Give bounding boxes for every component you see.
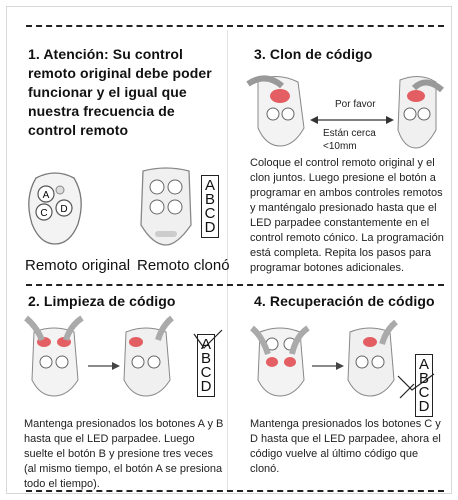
section-3-title: 3. Clon de código (254, 46, 373, 62)
check-mark-s4 (396, 372, 436, 406)
cloned-remote-image (137, 165, 195, 247)
letter-card-s1: A B C D (201, 175, 219, 238)
section-2-title: 2. Limpieza de código (28, 293, 176, 309)
caption-original-remote: Remoto original (25, 257, 131, 274)
label-distance: <10mm (323, 141, 357, 152)
section-2-body: Mantenga presionados los botones A y B hasta que el LED parpadee. Luego suelte el botón B y presione tres veces (al mismo tiempo, el botón A se presiona todo el tiempo). (24, 418, 224, 490)
original-remote-image (20, 168, 90, 248)
middle-dashed-divider (26, 284, 444, 286)
section-3-body: Coloque el control remoto original y el clon juntos. Luego presione el botón a programar en ambos controles remotos y manténgalo presionado hasta que el LED parpadee constantemente en el control remoto cónico. La programación está completa. Repita los pasos para programar botones adicionales. (250, 157, 444, 274)
label-near: Están cerca (323, 128, 376, 139)
button-a-label: A (42, 190, 50, 201)
check-mark-s2 (192, 328, 224, 352)
label-please: Por favor (335, 99, 376, 110)
section-4-title: 4. Recuperación de código (254, 293, 435, 309)
section-4-body: Mantenga presionados los botones C y D hasta que el LED parpadee, ahora el código vuelve al último código que clonó. (250, 418, 441, 475)
top-dashed-divider (26, 25, 444, 27)
section-1-title: 1. Atención: Su control remoto original debe poder funcionar y el igual que nuestra frecuencia de control remoto (28, 46, 212, 138)
button-d-label: D (60, 204, 68, 215)
caption-cloned-remote: Remoto clonó (137, 257, 230, 274)
button-c-label: C (40, 208, 48, 219)
letter-card-s4: A B C D (415, 354, 433, 417)
letter-card-s2: A B C D (197, 334, 215, 397)
